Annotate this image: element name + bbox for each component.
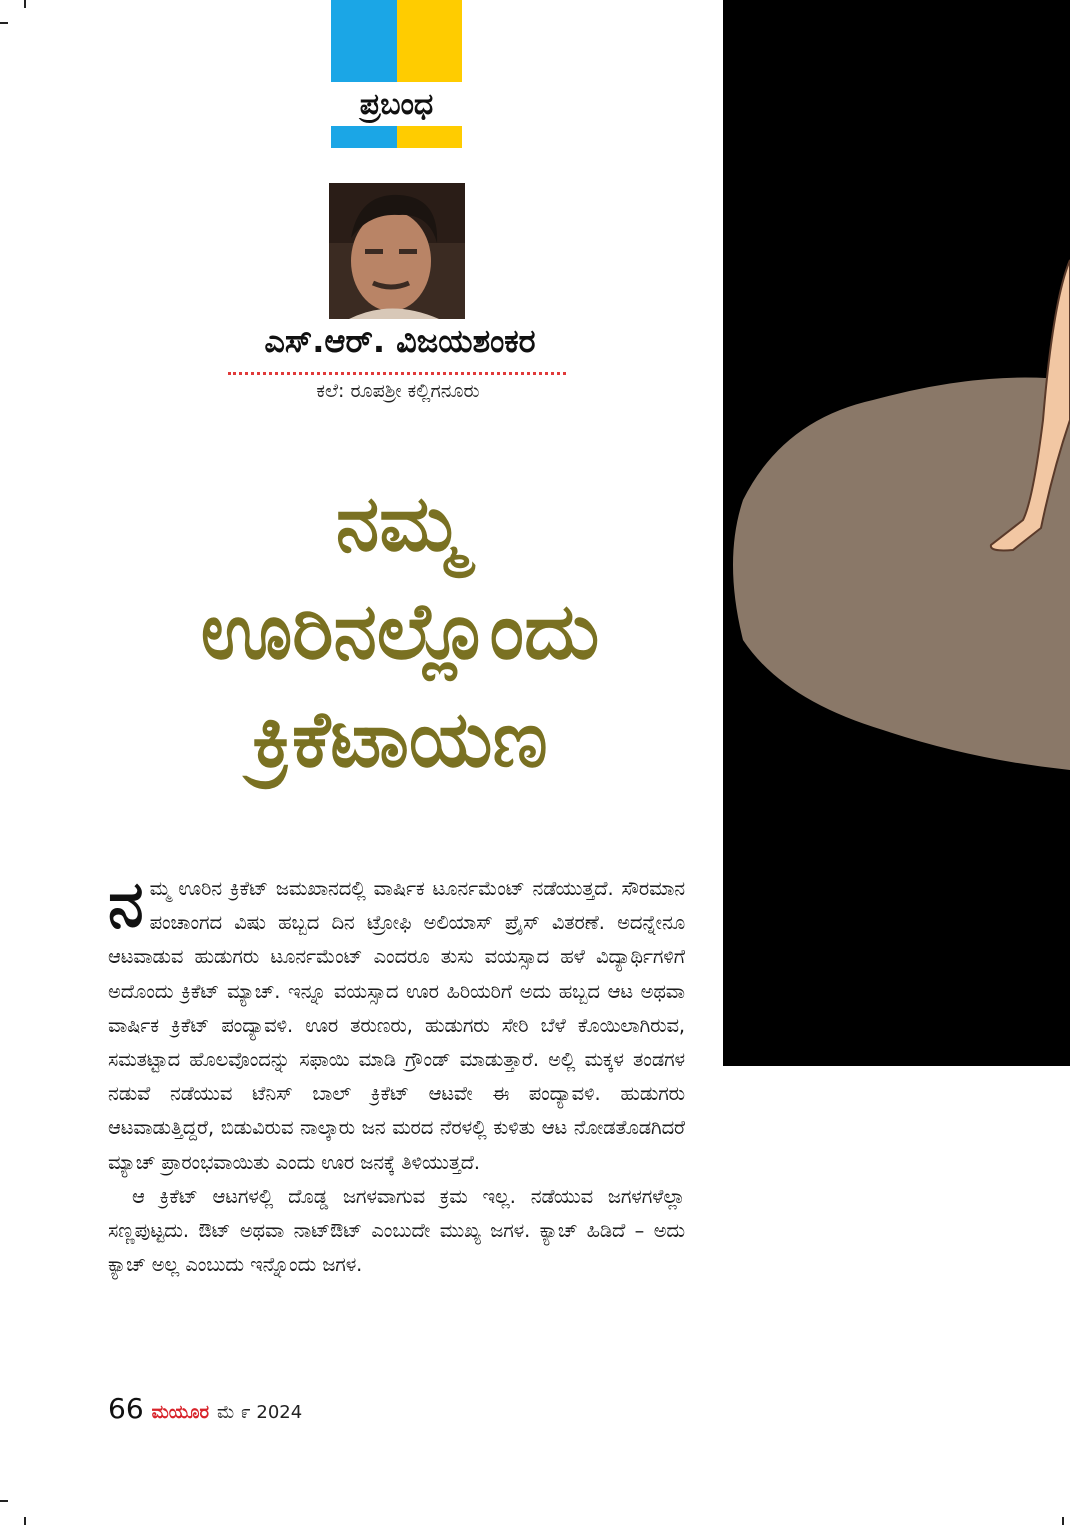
section-badge <box>331 0 462 148</box>
crop-mark <box>0 1500 8 1502</box>
crop-mark <box>1062 1517 1064 1525</box>
crop-mark <box>24 1517 26 1525</box>
page-footer <box>108 1392 302 1428</box>
headline-line: ನಮ್ಮ <box>335 479 465 569</box>
drop-cap: ನ <box>108 868 144 942</box>
author-name: ಎಸ್.ಆರ್. ವಿಜಯಶಂಕರ <box>264 322 536 360</box>
magazine-logo: ಮಯೂರ <box>151 1402 210 1423</box>
headline <box>100 470 700 794</box>
issue-date: ಮೆ ೯ 2024 <box>217 1402 303 1423</box>
crop-mark <box>0 22 8 24</box>
article-paragraph: ಆ ಕ್ರಿಕೆಟ್ ಆಟಗಳಲ್ಲಿ ದೊಡ್ಡ ಜಗಳವಾಗುವ ಕ್ರಮ ಇಲ್ಲ. ನಡೆಯುವ ಜಗಳಗಳೆಲ್ಲಾ ಸಣ್ಣಪುಟ್ಟದು. ಔಟ್ ಅಥವಾ ನಾಟ್‌ಔಟ್ ಎಂಬುದೇ ಮುಖ್ಯ ಜಗಳ. ಕ್ಯಾಚ್ ಹಿಡಿದೆ – ಅದು ಕ್ಯಾಚ್ ಅಲ್ಲ ಎಂಬುದು ಇನ್ನೊಂದು ಜಗಳ. <box>108 1184 685 1277</box>
art-credit: ಕಲೆ: ರೂಪಶ್ರೀ ಕಲ್ಲಿಗನೂರು <box>316 380 480 402</box>
page-number: 66 <box>108 1392 144 1425</box>
author-photo <box>329 183 465 319</box>
article-paragraph: ನಮ್ಮ ಊರಿನ ಕ್ರಿಕೆಟ್ ಜಮಖಾನದಲ್ಲಿ ವಾರ್ಷಿಕ ಟೂರ್ನಮೆಂಟ್ ನಡೆಯುತ್ತದೆ. ಸೌರಮಾನ ಪಂಚಾಂಗದ ವಿಷು ಹಬ್ಬದ ದಿನ ಟ್ರೋಫಿ ಅಲಿಯಾಸ್ ಪ್ರೈಸ್ ವಿತರಣೆ. ಅದನ್ನೇನೂ ಆಟವಾಡುವ ಹುಡುಗರು ಟೂರ್ನಮೆಂಟ್ ಎಂದರೂ ತುಸು ವಯಸ್ಸಾದ ಹಳೆ ವಿದ್ಯಾರ್ಥಿಗಳಿಗೆ ಅದೊಂದು ಕ್ರಿಕೆಟ್ ಮ್ಯಾಚ್. ಇನ್ನೂ ವಯಸ್ಸಾದ ಊರ ಹಿರಿಯರಿಗೆ ಅದು ಹಬ್ಬದ ಆಟ ಅಥವಾ ವಾರ್ಷಿಕ ಕ್ರಿಕೆಟ್ ಪಂದ್ಯಾವಳಿ. ಊರ ತರುಣರು, ಹುಡುಗರು ಸೇರಿ ಬೆಳೆ ಕೊಯಿಲಾಗಿರುವ, ಸಮತಟ್ಟಾದ ಹೊಲವೊಂದನ್ನು ಸಫಾಯಿ ಮಾಡಿ ಗ್ರೌಂಡ್ ಮಾಡುತ್ತಾರೆ. ಅಲ್ಲಿ ಮಕ್ಕಳ ತಂಡಗಳ ನಡುವೆ ನಡೆಯುವ ಟೆನಿಸ್ ಬಾಲ್ ಕ್ರಿಕೆಟ್ ಆಟವೇ ಈ ಪಂದ್ಯಾವಳಿ. ಹುಡುಗರು ಆಟವಾಡುತ್ತಿದ್ದರೆ, ಬಿಡುವಿರುವ ನಾಲ್ಕಾರು ಜನ ಮರದ ನೆರಳಲ್ಲಿ ಕುಳಿತು ಆಟ ನೋಡತೊಡಗಿದರೆ ಮ್ಯಾಚ್ ಪ್ರಾರಂಭವಾಯಿತು ಎಂದು ಊರ ಜನಕ್ಕೆ ತಿಳಿಯುತ್ತದೆ. <box>108 868 685 1174</box>
divider <box>228 372 566 375</box>
article-illustration <box>723 0 1070 1066</box>
crop-mark <box>24 0 26 8</box>
headline-line: ಊರಿನಲ್ಲೊಂದು <box>200 587 600 677</box>
headline-line: ಕ್ರಿಕೆಟಾಯಣ <box>252 695 548 785</box>
section-label: ಪ್ರಬಂಧ <box>331 82 462 126</box>
article-body <box>108 868 685 1282</box>
